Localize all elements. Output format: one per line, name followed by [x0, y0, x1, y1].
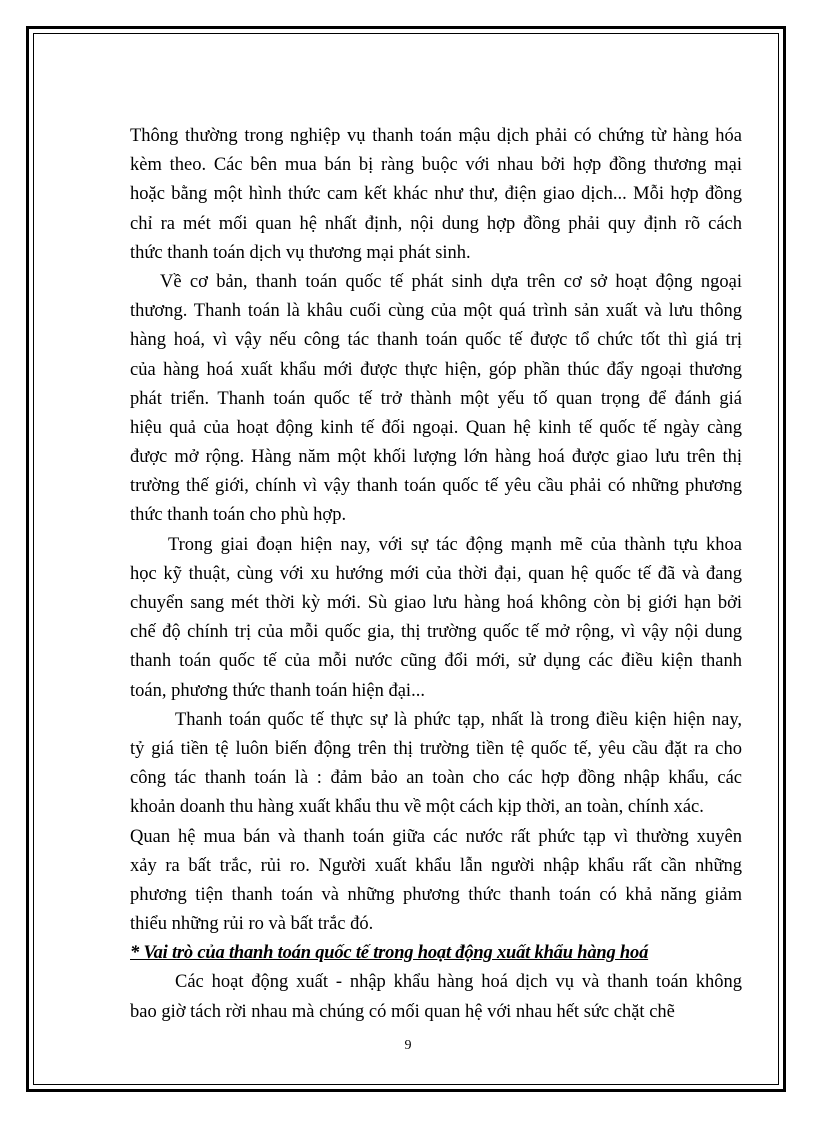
paragraph-2 [130, 268, 742, 531]
paragraph-4 [130, 706, 742, 940]
text-line: trường thế giới, chính vì vậy thanh toán quốc tế yêu cầu phải có những phương [130, 476, 742, 497]
text-line: được mở rộng. Hàng năm một khối lượng lớn hàng hoá được giao lưu trên thị [130, 447, 742, 468]
text-line: Thông thường trong nghiệp vụ thanh toán mậu dịch phải có chứng từ hàng hóa [130, 126, 742, 146]
text-line: Quan hệ mua bán và thanh toán giữa các nước rất phức tạp vì thường xuyên [130, 826, 742, 847]
text-line: toán, phương thức thanh toán hiện đại... [130, 680, 425, 701]
text-line: hiệu quả của hoạt động kinh tế đối ngoại. Quan hệ kinh tế quốc tế ngày càng [130, 417, 742, 438]
text-line: phát triển. Thanh toán quốc tế trở thành một yếu tố quan trọng để đánh giá [130, 388, 742, 409]
text-line: chuyển sang mét thời kỳ mới. Sù giao lưu hàng hoá không còn bị giới hạn bởi [130, 593, 742, 613]
text-line: hàng hoá, vì vậy nếu công tác thanh toán quốc tế được tổ chức tốt thì giá trị [130, 330, 742, 351]
text-line: thanh toán quốc tế của mỗi nước cũng đổi mới, sử dụng các điều kiện thanh [130, 651, 742, 672]
text-line: bao giờ tách rời nhau mà chúng có mối quan hệ với nhau hết sức chặt chẽ [130, 1001, 675, 1022]
text-line: phương tiện thanh toán và những phương thức thanh toán có khả năng giảm [130, 884, 742, 905]
text-line: khoản doanh thu hàng xuất khẩu thu về một cách kịp thời, an toàn, chính xác. [130, 797, 704, 818]
text-line: Trong giai đoạn hiện nay, với sự tác động mạnh mẽ của thành tựu khoa [168, 534, 742, 555]
text-line: thức thanh toán dịch vụ thương mại phát sinh. [130, 242, 471, 263]
text-line: học kỹ thuật, cùng với xu hướng mới của thời đại, quan hệ quốc tế đã và đang [130, 563, 742, 584]
text-line: công tác thanh toán là : đảm bảo an toàn cho các hợp đồng nhập khẩu, các [130, 768, 742, 789]
text-line: kèm theo. Các bên mua bán bị ràng buộc với nhau bởi hợp đồng thương mại [130, 155, 742, 176]
section-heading: * Vai trò của thanh toán quốc tế trong hoạt động xuất khẩu hàng hoá [130, 943, 649, 964]
text-line: xảy ra bất trắc, rủi ro. Người xuất khẩu lẫn người nhập khẩu rất cần những [130, 855, 742, 876]
text-line: Về cơ bản, thanh toán quốc tế phát sinh dựa trên cơ sở hoạt động ngoại [160, 271, 742, 292]
body-text [130, 122, 742, 1027]
paragraph-1 [130, 122, 742, 268]
text-line: của hàng hoá xuất khẩu mới được thực hiện, góp phần thúc đẩy ngoại thương [130, 359, 742, 380]
paragraph-3 [130, 531, 742, 706]
text-line: tỷ giá tiền tệ luôn biến động trên thị trường tiền tệ quốc tế, yêu cầu đặt ra cho [130, 738, 742, 759]
text-line: hoặc bằng một hình thức cam kết khác như thư, điện giao dịch... Mỗi hợp đồng [130, 184, 742, 205]
text-line: Thanh toán quốc tế thực sự là phức tạp, nhất là trong điều kiện hiện nay, [175, 709, 742, 730]
text-line: thương. Thanh toán là khâu cuối cùng của một quá trình sản xuất và lưu thông [130, 301, 742, 322]
page-number: 9 [404, 1038, 412, 1053]
text-line: chế độ chính trị của mỗi quốc gia, thị trường quốc tế mở rộng, vì vậy nội dung [130, 622, 742, 643]
paragraph-5 [130, 968, 742, 1026]
text-line: thức thanh toán cho phù hợp. [130, 505, 347, 526]
text-line: Các hoạt động xuất - nhập khẩu hàng hoá dịch vụ và thanh toán không [175, 972, 742, 993]
text-line: chỉ ra mét mối quan hệ nhất định, nội dung hợp đồng phải quy định rõ cách [130, 213, 742, 234]
text-line: thiểu những rủi ro và bất trắc đó. [130, 914, 374, 935]
